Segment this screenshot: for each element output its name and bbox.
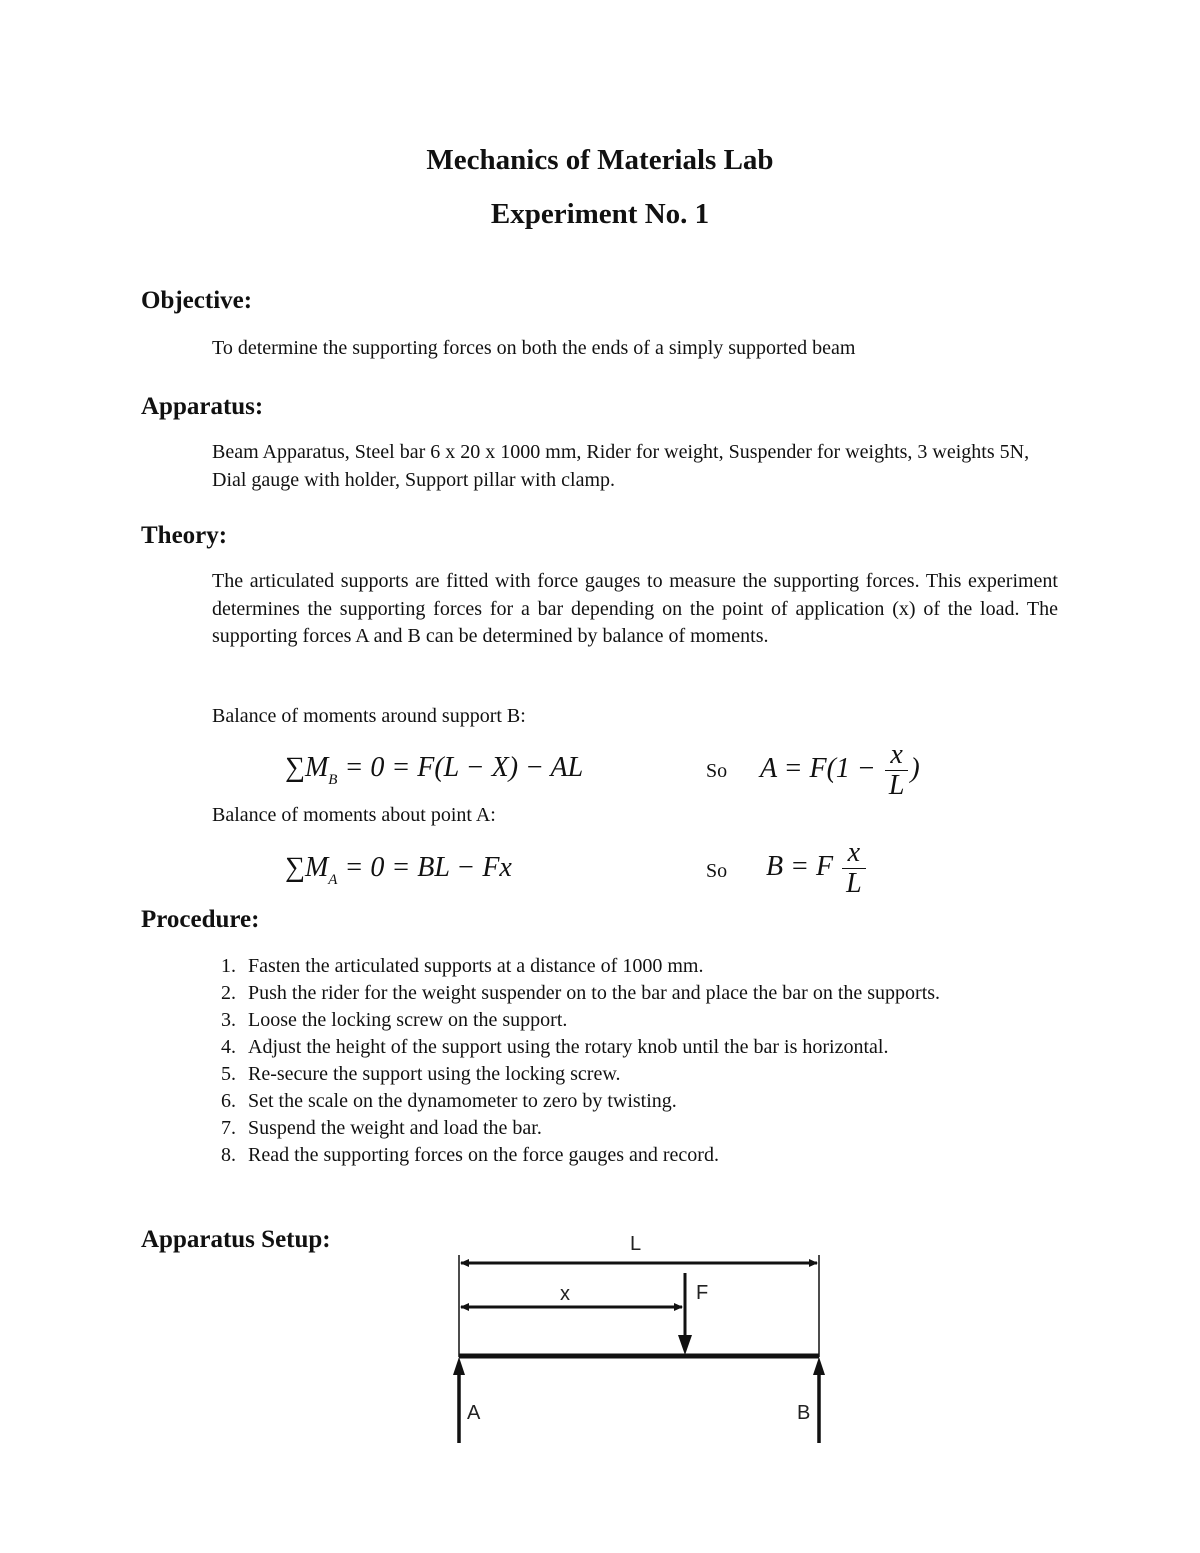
support-a-arrow-head [453,1357,465,1375]
equation-rhs: = 0 = BL − Fx [337,852,512,883]
sigma-symbol: ∑ [285,752,305,783]
objective-heading: Objective: [141,287,253,314]
list-item: 5. Re-secure the support using the locking screw. [221,1063,621,1085]
fraction-numerator: x [890,739,903,770]
so-label: So [706,860,728,882]
so-label: So [706,760,728,782]
result-lhs: B = F [766,850,841,882]
apparatus-heading: Apparatus: [141,393,264,420]
setup-heading: Apparatus Setup: [141,1226,331,1253]
result-tail: ) [910,752,920,784]
list-item: 3. Loose the locking screw on the support. [221,1009,568,1031]
list-item: 8. Read the supporting forces on the force gauges and record. [221,1144,719,1166]
length-label: L [630,1233,642,1255]
moment-subscript: A [328,872,338,888]
list-item: 7. Suspend the weight and load the bar. [221,1117,542,1139]
fraction [885,740,909,801]
equation-moment-a [285,852,512,888]
moment-symbol: M [304,752,329,783]
beam-diagram [440,1225,840,1450]
support-a-label: A [467,1402,481,1424]
result-lhs: A = F(1 − [760,752,883,784]
procedure-list [212,953,1032,1169]
x-label: x [560,1283,570,1305]
balance-a-label: Balance of moments about point A: [212,804,496,826]
equation-rhs: = 0 = F(L − X) − AL [337,752,584,783]
fraction [842,838,866,899]
sigma-symbol: ∑ [285,852,305,883]
equation-moment-b [285,752,584,788]
moment-subscript: B [328,772,338,788]
document-title: Mechanics of Materials Lab [426,144,774,176]
load-arrow-head [678,1335,692,1355]
theory-text: The articulated supports are fitted with force gauges to measure the supporting forces. This experiment determines the supporting forces for a bar depending on the point of application (x) of the load. The supporting forces A and B can be determined by balance of moments. [212,570,1058,647]
apparatus-text: Beam Apparatus, Steel bar 6 x 20 x 1000 mm, Rider for weight, Suspender for weights, 3 weights 5N, Dial gauge with holder, Support pillar with clamp. [212,441,1030,491]
list-item: 1. Fasten the articulated supports at a distance of 1000 mm. [221,955,704,977]
balance-b-label: Balance of moments around support B: [212,705,526,727]
support-b-arrow-head [813,1357,825,1375]
support-b-label: B [797,1402,811,1424]
equation-result-b [766,838,868,899]
procedure-heading: Procedure: [141,906,260,933]
equation-result-a [760,740,920,801]
experiment-number: Experiment No. 1 [490,198,710,230]
fraction-denominator: L [885,770,909,801]
objective-text: To determine the supporting forces on both the ends of a simply supported beam [212,337,856,359]
list-item: 2. Push the rider for the weight suspender on to the bar and place the bar on the supports. [221,982,941,1004]
force-label: F [696,1282,709,1304]
moment-symbol: M [304,852,329,883]
fraction-denominator: L [842,868,866,899]
list-item: 6. Set the scale on the dynamometer to zero by twisting. [221,1090,677,1112]
theory-heading: Theory: [141,522,228,549]
list-item: 4. Adjust the height of the support using the rotary knob until the bar is horizontal. [221,1036,889,1058]
fraction-numerator: x [847,837,861,868]
